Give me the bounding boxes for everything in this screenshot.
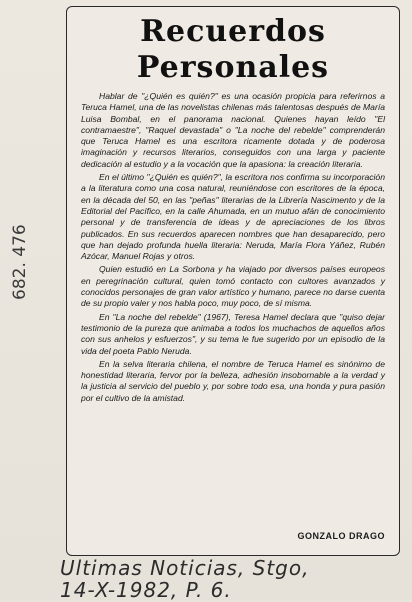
handwritten-margin-note: 682. 476 bbox=[10, 224, 30, 300]
article-paragraph: En "La noche del rebelde" (1967), Teresa Hamel declara que "quiso dejar testimonio de la pureza que animaba a todos los muchachos de aquellos años con sus anhelos y esfuerzos", y su tema le fue sugerido por un episodio de la vida del poeta Pablo Neruda. bbox=[81, 311, 385, 356]
article-paragraph: En el último "¿Quién es quién?", la escritora nos confirma su incorporación a la literatura como una cosa natural, reuniéndose con escritores de la época, en la década del 50, en las "peñas" literarias de la Librería Nascimento y de la Editorial del Pacífico, en la calle Ahumada, en un mutuo afán de conocimiento personal y de transferencia de ideas y de apreciaciones de los libros publicados. En sus recuerdos aparecen nombres que han desaparecido, pero que han dejado profunda huella literaria: Neruda, María Flora Yáñez, Rubén Azócar, Manuel Rojas y otros. bbox=[81, 172, 385, 262]
article-paragraph: En la selva literaria chilena, el nombre de Teruca Hamel es sinónimo de honestidad literaria, fervor por la belleza, adhesión insobornable a la verdad y la justicia al servicio del pueblo y, por sobre todo esa, una honda y pura pasión por el cultivo de la amistad. bbox=[81, 358, 385, 403]
article-title-line2: Personales bbox=[136, 50, 330, 85]
article-paragraph: Hablar de "¿Quién es quién?" es una ocasión propicia para referirnos a Teruca Hamel, una de las novelistas chilenas más talentosas después de María Luisa Bombal, en el panorama nacional. Quienes hayan leído "El contramaestre", "Raquel devastada" o "La noche del rebelde" comprenderán que Teruca Hamel es una escritora ricamente dotada y de poderosa imaginación y recursos literarios, conseguidos con una larga y paciente dedicación al estudio y a la vocación que la apasiona: la creación literaria. bbox=[81, 91, 385, 169]
article-body bbox=[81, 91, 385, 406]
newspaper-clipping bbox=[66, 6, 400, 556]
article-title-line1: Recuerdos bbox=[140, 14, 326, 49]
handwritten-source-line2: 14-X-1982, P. 6. bbox=[60, 578, 232, 602]
handwritten-source-line1: Ultimas Noticias, Stgo, bbox=[60, 556, 310, 580]
article-author: GONZALO DRAGO bbox=[297, 531, 385, 541]
article-paragraph: Quien estudió en La Sorbona y ha viajado por diversos países europeos en peregrinación cultural, quien tomó contacto con cultores avanzados y conocidos personajes de gran valor artístico y humano, parece no darse cuenta de su propio valer y nos habla poco, muy poco, de sí misma. bbox=[81, 264, 385, 309]
